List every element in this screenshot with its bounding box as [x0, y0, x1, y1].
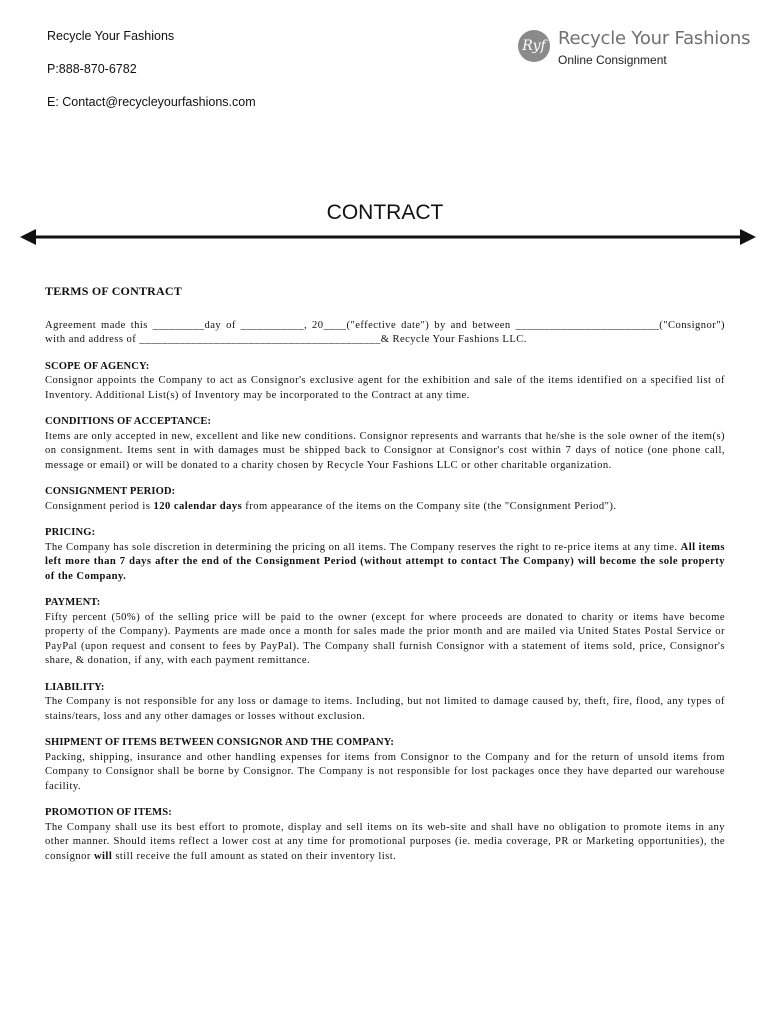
page-title: CONTRACT: [326, 201, 444, 224]
period-days: 120 calendar days: [153, 500, 243, 512]
acceptance-text: Items are only accepted in new, excellent and like new conditions. Consignor represents and warrants that he/she is the sole owner of the item(s) on consignment. Items sent in with damages must be shipped back to Consignor at Consignor's cost within 7 days of notice (one phone call, message or email) or will be donated to a charity chosen by Recycle Your Fashions LLC or other charitable organization.: [45, 430, 725, 471]
shipment-text: Packing, shipping, insurance and other handling expenses for items from Consignor to the Company and for the return of unsold items from Company to Consignor shall be borne by Consignor. The Company is not responsible for lost packages once they have departed our warehouse facility.: [45, 751, 725, 792]
liability-text: The Company is not responsible for any loss or damage to items. Including, but not limited to damage caused by, theft, fire, flood, any types of stains/tears, loss and any other damages or losses without exclusion.: [45, 696, 725, 722]
payment-text: Fifty percent (50%) of the selling price will be paid to the owner (except for where proceeds are donated to charity or items have become property of the Company). Payments are made once a month for sales made the prior month and are mailed via United States Postal Service or PayPal (upon request and consent to fees by PayPal). The Company shall furnish Consignor with a statement of items sold, price, Consignor's share, & donation, if any, with each payment remittance.: [45, 611, 725, 666]
scope-section: [45, 360, 725, 404]
promotion-text-before: The Company shall use its best effort to promote, display and sell items on its web-site and shall have no obligation to promote items in any other manner. Should items reflect a lower cost at any time for promotional purposes (ie. media coverage, PR or Marketing opportunities), the consignor: [45, 821, 725, 862]
pricing-text: The Company has sole discretion in determining the pricing on all items. The Company reserves the right to re-price items at any time.: [45, 541, 681, 553]
acceptance-heading: CONDITIONS OF ACCEPTANCE:: [45, 416, 212, 427]
agreement-paragraph: Agreement made this _________day of ___________, 20____("effective date") by and between _________________________("Consignor") with and address of __________________________________________& Recycle Your Fashions LLC.: [45, 319, 725, 345]
promotion-text-after: still receive the full amount as stated on their inventory list.: [112, 850, 397, 862]
payment-heading: PAYMENT:: [45, 597, 101, 608]
acceptance-section: [45, 415, 725, 473]
shipment-section: [45, 736, 725, 794]
phone-number: P:888-870-6782: [47, 62, 137, 76]
period-section: [45, 485, 725, 514]
promotion-section: [45, 806, 725, 864]
company-name: Recycle Your Fashions: [47, 29, 175, 43]
pricing-section: [45, 526, 725, 584]
pricing-bold-text: All items left more than 7 days after the end of the Consignment Period (without attempt to contact The Company) will become the sole property of the Company.: [45, 541, 726, 582]
promotion-bold-word: will: [93, 850, 113, 862]
period-heading: CONSIGNMENT PERIOD:: [45, 486, 176, 497]
period-text-before: Consignment period is: [45, 500, 154, 512]
scope-heading: SCOPE OF AGENCY:: [45, 360, 150, 372]
period-text-after: from appearance of the items on the Company site (the "Consignment Period").: [242, 500, 617, 512]
liability-section: [45, 681, 725, 725]
logo-monogram-icon: Ryf: [518, 30, 550, 62]
logo-tagline: Online Consignment: [558, 53, 667, 67]
logo-name: Recycle Your Fashions: [558, 28, 751, 49]
double-arrow-divider: [20, 226, 756, 248]
pricing-heading: PRICING:: [45, 527, 96, 538]
email-address: E: Contact@recycleyourfashions.com: [47, 95, 256, 109]
liability-heading: LIABILITY:: [45, 681, 105, 693]
terms-heading: TERMS OF CONTRACT: [45, 284, 182, 298]
contract-body: [45, 284, 725, 876]
scope-text: Consignor appoints the Company to act as Consignor's exclusive agent for the exhibition and sale of the items identified on a specified list of Inventory. Additional List(s) of Inventory may be incorporated to the Contract at any time.: [45, 375, 725, 401]
promotion-heading: PROMOTION OF ITEMS:: [45, 807, 172, 818]
company-logo: [518, 28, 758, 72]
payment-section: [45, 596, 725, 669]
shipment-heading: SHIPMENT OF ITEMS BETWEEN CONSIGNOR AND THE COMPANY:: [45, 737, 395, 748]
